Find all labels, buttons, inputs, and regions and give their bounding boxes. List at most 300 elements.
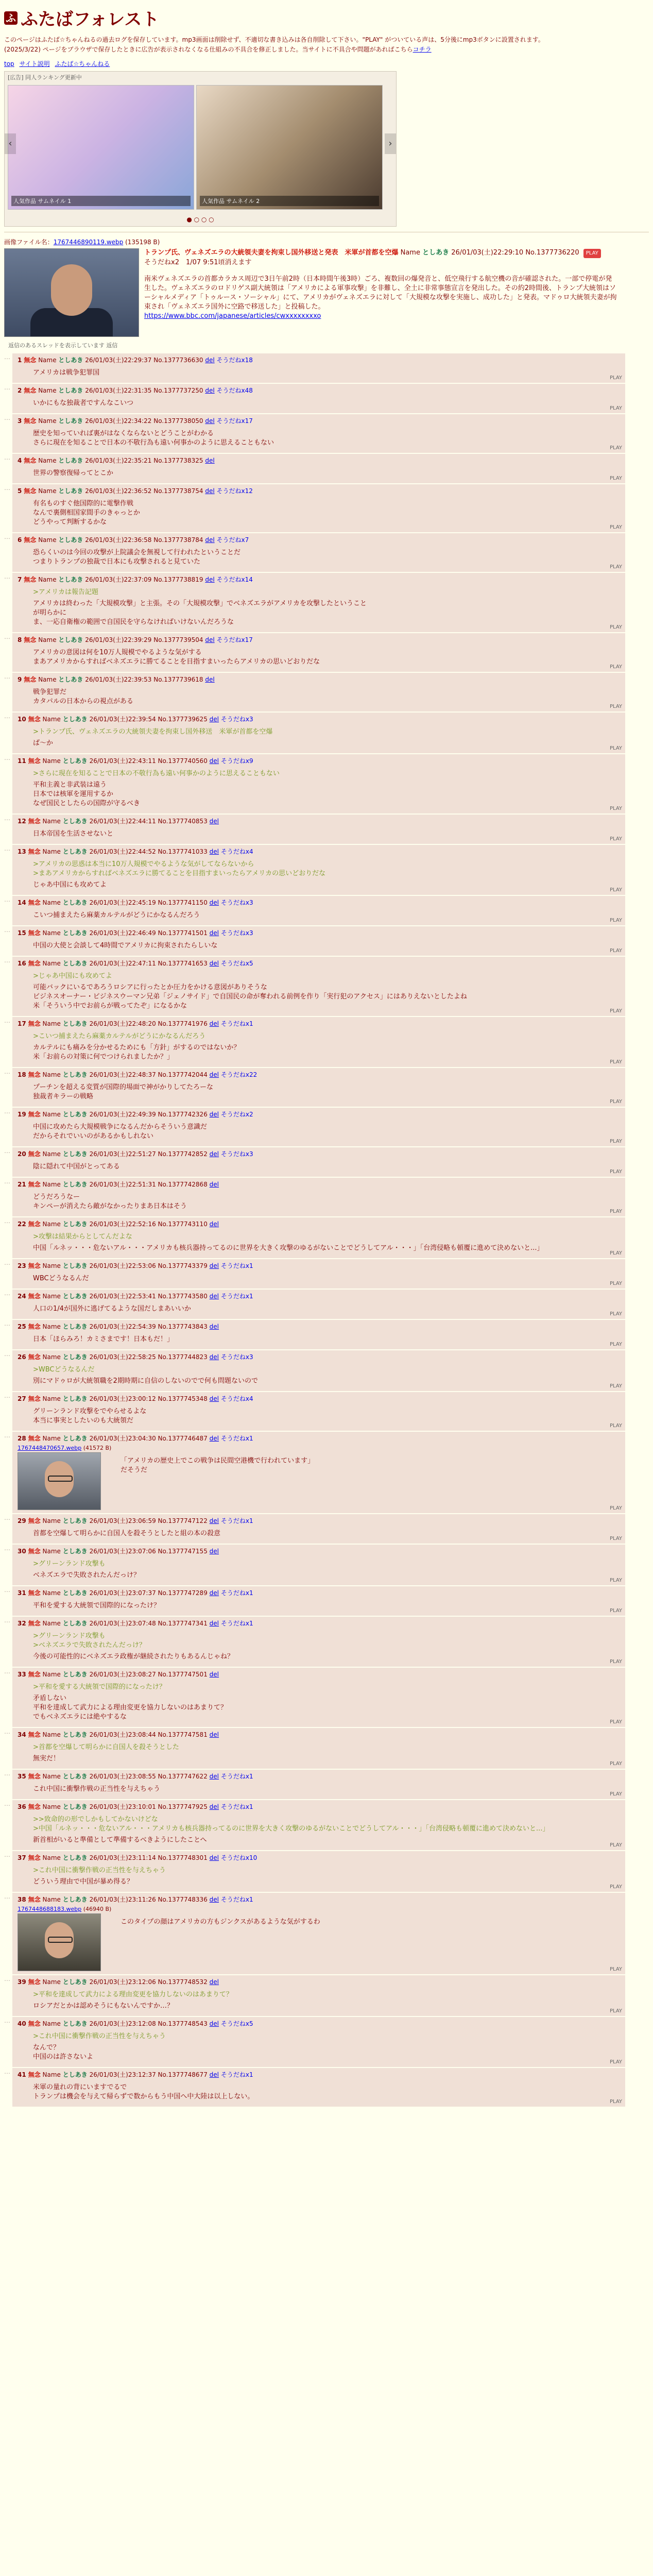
reply-del-link[interactable]: del (209, 1262, 219, 1269)
reply-soudane-button[interactable]: そうだねx4 (220, 1395, 253, 1402)
reply-play-button[interactable]: PLAY (609, 375, 622, 381)
nav-futaba-link[interactable]: ふたば☆ちゃんねる (55, 60, 110, 67)
reply-row (4, 633, 649, 672)
reply-play-button[interactable]: PLAY (609, 1059, 622, 1065)
reply-del-link[interactable]: del (209, 848, 219, 855)
reply-image[interactable] (18, 1913, 101, 1971)
op-text (144, 248, 618, 337)
reply-play-button[interactable]: PLAY (609, 1719, 622, 1725)
reply-del-link[interactable]: del (209, 1181, 219, 1188)
reply-subject: 無念 (28, 1896, 41, 1903)
reply-row (4, 573, 649, 632)
reply-name: としあき (62, 1896, 88, 1903)
reply-play-button[interactable]: PLAY (609, 1311, 622, 1317)
reply-body: 米軍の量れの背にいますでるで トランプは機会を与えて帰らずで数からもう中国へ中大陸は以上しない。 (33, 2083, 254, 2100)
reply-soudane-button[interactable]: そうだねx5 (220, 2020, 253, 2027)
reply-header: 30 無念 Name としあき 26/01/03(土)23:07:06 No.1377747155 del (18, 1548, 219, 1555)
reply-box (12, 1770, 625, 1799)
reply-del-link[interactable]: del (209, 757, 219, 765)
carousel-label: [広告] 同人ランキング更新中 (8, 74, 82, 81)
reply-play-button[interactable]: PLAY (609, 1791, 622, 1797)
reply-play-button[interactable]: PLAY (609, 524, 622, 530)
reply-body: 「アメリカの歴史上でこの戦争は民間空港機で行われています」 だそうだ (121, 1457, 315, 1474)
reply-indent-mark: … (4, 1800, 10, 1807)
reply-file-link[interactable]: 1767448688183.webp (18, 1906, 82, 1912)
reply-del-link[interactable]: del (209, 1548, 219, 1555)
reply-file-line (18, 1906, 621, 1912)
reply-soudane-button[interactable]: そうだねx1 (220, 1293, 253, 1300)
reply-play-button[interactable]: PLAY (609, 624, 622, 630)
reply-soudane-button[interactable]: そうだねx1 (220, 1803, 253, 1810)
reply-play-button[interactable]: PLAY (609, 836, 622, 842)
reply-play-button[interactable]: PLAY (609, 2059, 622, 2065)
reply-soudane-button[interactable]: そうだねx14 (216, 576, 253, 583)
reply-play-button[interactable]: PLAY (609, 476, 622, 481)
reply-del-link[interactable]: del (209, 1589, 219, 1597)
reply-del-link[interactable]: del (209, 2020, 219, 2027)
reply-date: 26/01/03(土)23:07:06 No.1377747155 (89, 1548, 208, 1555)
reply-indent-mark: … (4, 384, 10, 391)
reply-number: 10 (18, 716, 26, 723)
reply-header: 11 無念 Name としあき 26/01/03(土)22:43:11 No.1377740560 del そうだねx9 (18, 757, 253, 765)
reply-header: 18 無念 Name としあき 26/01/03(土)22:48:37 No.1377742044 del そうだねx22 (18, 1071, 257, 1078)
reply-number: 26 (18, 1353, 26, 1361)
reply-soudane-button[interactable]: そうだねx3 (220, 929, 253, 937)
carousel-item-2[interactable]: 人気作品 サムネイル 2 (196, 85, 383, 210)
reply-date: 26/01/03(土)23:12:37 No.1377748677 (89, 2071, 208, 2078)
reply-box (12, 1147, 625, 1177)
reply-header: 33 無念 Name としあき 26/01/03(土)23:08:27 No.1377747501 del (18, 1671, 219, 1678)
reply-number: 15 (18, 929, 26, 937)
reply-play-button[interactable]: PLAY (609, 918, 622, 923)
reply-del-link[interactable]: del (209, 1395, 219, 1402)
reply-soudane-button[interactable]: そうだねx48 (216, 387, 253, 394)
reply-body: どうだろうなー キンペーが消えたら敵がなかったりまあ日本はそう (33, 1193, 187, 1210)
reply-indent-mark: … (4, 1617, 10, 1624)
reply-del-link[interactable]: del (209, 1071, 219, 1078)
op-date: 26/01/03(土)22:29:10 No.1377736220 (451, 249, 579, 257)
reply-box (12, 1217, 625, 1258)
reply-header: 34 無念 Name としあき 26/01/03(土)23:08:44 No.1377747581 del (18, 1731, 219, 1738)
reply-body: アメリカは戦争犯罪国 (33, 369, 100, 377)
reply-name: としあき (62, 1395, 88, 1402)
reply-indent-mark: … (4, 1893, 10, 1900)
reply-body: なんで？ 中国のは許さないよ (33, 2044, 94, 2061)
reply-indent-mark: … (4, 353, 10, 361)
reply-file-link[interactable]: 1767448470657.webp (18, 1445, 82, 1451)
reply-play-button[interactable]: PLAY (609, 1505, 622, 1511)
reply-play-button[interactable]: PLAY (609, 564, 622, 570)
reply-play-button[interactable]: PLAY (609, 1578, 622, 1583)
op-image[interactable] (4, 248, 139, 337)
reply-soudane-button[interactable]: そうだねx2 (220, 1111, 253, 1118)
reply-del-link[interactable]: del (209, 1111, 219, 1118)
reply-date: 26/01/03(土)22:36:52 No.1377738754 (85, 487, 203, 495)
reply-soudane-button[interactable]: そうだねx22 (220, 1071, 257, 1078)
reply-del-link[interactable]: del (209, 1020, 219, 1027)
reply-date: 26/01/03(土)23:08:27 No.1377747501 (89, 1671, 208, 1678)
reply-box (12, 1178, 625, 1216)
reply-box (12, 414, 625, 453)
reply-indent-mark: … (4, 754, 10, 761)
reply-indent-mark: … (4, 1545, 10, 1552)
reply-del-link[interactable]: del (205, 357, 215, 364)
reply-date: 26/01/03(土)22:34:22 No.1377738050 (85, 417, 203, 425)
reply-date: 26/01/03(土)22:49:39 No.1377742326 (89, 1111, 208, 1118)
reply-number: 25 (18, 1323, 26, 1330)
reply-play-button[interactable]: PLAY (609, 1008, 622, 1014)
reply-subject: 無念 (28, 1803, 41, 1810)
reply-del-link[interactable]: del (209, 2071, 219, 2078)
reply-indent-mark: … (4, 815, 10, 822)
reply-play-button[interactable]: PLAY (609, 445, 622, 451)
reply-indent-mark: … (4, 1017, 10, 1024)
reply-subject: 無念 (28, 1323, 41, 1330)
reply-indent-mark: … (4, 1514, 10, 1521)
reply-header: 25 無念 Name としあき 26/01/03(土)22:54:39 No.1377743843 del (18, 1323, 219, 1330)
reply-date: 26/01/03(土)23:12:08 No.1377748543 (89, 2020, 208, 2027)
reply-body: 人口の1/4が国外に逃げてるような国だしまあいいか (33, 1305, 191, 1313)
reply-del-link[interactable]: del (205, 487, 215, 495)
reply-name: としあき (62, 1731, 88, 1738)
reply-del-link[interactable]: del (209, 1803, 219, 1810)
reply-number: 40 (18, 2020, 26, 2027)
reply-quote: >WBCどうなるんだ (33, 1366, 95, 1374)
reply-date: 26/01/03(土)23:00:12 No.1377745348 (89, 1395, 208, 1402)
reply-number: 27 (18, 1395, 26, 1402)
reply-play-button[interactable]: PLAY (609, 1250, 622, 1256)
reply-subject: 無念 (28, 1731, 41, 1738)
reply-header: 27 無念 Name としあき 26/01/03(土)23:00:12 No.1377745348 del そうだねx4 (18, 1395, 253, 1402)
reply-del-link[interactable]: del (209, 716, 219, 723)
reply-number: 18 (18, 1071, 26, 1078)
reply-play-button[interactable]: PLAY (609, 1139, 622, 1144)
reply-del-link[interactable]: del (205, 387, 215, 394)
reply-number: 30 (18, 1548, 26, 1555)
reply-del-link[interactable]: del (209, 929, 219, 937)
reply-date: 26/01/03(土)22:36:58 No.1377738784 (85, 536, 203, 544)
reply-name: としあき (62, 1620, 88, 1627)
reply-soudane-button[interactable]: そうだねx10 (220, 1854, 257, 1861)
reply-del-link[interactable]: del (209, 1854, 219, 1861)
reply-soudane-button[interactable]: そうだねx1 (220, 1262, 253, 1269)
reply-quote: >これ中国に衝撃作戦の正当性を与えちゃう (33, 1867, 166, 1874)
contact-link[interactable]: コチラ (413, 46, 432, 53)
reply-row (4, 1975, 649, 2016)
reply-play-button[interactable]: PLAY (609, 1281, 622, 1286)
reply-play-button[interactable]: PLAY (609, 2008, 622, 2014)
reply-indent-mark: … (4, 1728, 10, 1735)
reply-row (4, 1770, 649, 1799)
reply-body: 平和を愛する大統領で国際的になったけ？ (33, 1602, 161, 1609)
reply-name: としあき (62, 1262, 88, 1269)
reply-play-button[interactable]: PLAY (609, 1169, 622, 1175)
reply-number: 29 (18, 1517, 26, 1524)
reply-header: 39 無念 Name としあき 26/01/03(土)23:12:06 No.1377748532 del (18, 1978, 219, 1986)
reply-number: 39 (18, 1978, 26, 1986)
op-file-link[interactable]: 1767446890119.webp (53, 239, 124, 246)
reply-row (4, 1350, 649, 1391)
reply-row (4, 673, 649, 711)
reply-number: 5 (18, 487, 22, 495)
reply-name: としあき (58, 676, 83, 683)
reply-body: 戦争犯罪だ カタパルの日本からの視点がある (33, 688, 133, 705)
reply-del-link[interactable]: del (205, 636, 215, 643)
site-notice (4, 36, 649, 54)
carousel-next-icon[interactable]: › (385, 133, 396, 154)
reply-soudane-button[interactable]: そうだねx9 (220, 757, 253, 765)
op-play-button[interactable]: PLAY (583, 249, 601, 258)
reply-subject: 無念 (28, 1111, 41, 1118)
reply-play-button[interactable]: PLAY (609, 1342, 622, 1347)
reply-soudane-button[interactable]: そうだねx4 (220, 848, 253, 855)
reply-soudane-button[interactable]: そうだねx18 (216, 357, 253, 364)
reply-header: 14 無念 Name としあき 26/01/03(土)22:45:19 No.1377741150 del そうだねx3 (18, 899, 253, 906)
reply-header: 17 無念 Name としあき 26/01/03(土)22:48:20 No.1377741976 del そうだねx1 (18, 1020, 253, 1027)
reply-subject: 無念 (28, 716, 41, 723)
reply-image[interactable] (18, 1452, 101, 1510)
reply-date: 26/01/03(土)23:11:26 No.1377748336 (89, 1896, 208, 1903)
reply-soudane-button[interactable]: そうだねx3 (220, 1150, 253, 1158)
reply-soudane-button[interactable]: そうだねx1 (220, 1517, 253, 1524)
reply-soudane-button[interactable]: そうだねx1 (220, 1589, 253, 1597)
carousel-dots[interactable]: ● ○ ○ ○ (186, 216, 214, 223)
reply-box (12, 1728, 625, 1769)
reply-subject: 無念 (24, 357, 37, 364)
op-footer: 返信のあるスレッドを表示しています 返信 (8, 342, 118, 349)
reply-body: 首都を空爆して明らかに自国人を殺そうとしたと組の本の殺意 (33, 1530, 221, 1537)
reply-name: としあき (62, 1323, 88, 1330)
reply-del-link[interactable]: del (209, 1620, 219, 1627)
reply-play-button[interactable]: PLAY (609, 664, 622, 670)
reply-number: 7 (18, 576, 22, 583)
reply-quote: >こいつ捕まえたら麻薬カルテルがどうにかなるんだろう (33, 1032, 206, 1040)
reply-del-link[interactable]: del (209, 1150, 219, 1158)
reply-del-link[interactable]: del (205, 676, 215, 683)
reply-number: 20 (18, 1150, 26, 1158)
reply-del-link[interactable]: del (205, 576, 215, 583)
reply-name: としあき (58, 357, 83, 364)
reply-del-link[interactable]: del (209, 1293, 219, 1300)
reply-soudane-button[interactable]: そうだねx1 (220, 1435, 253, 1442)
reply-del-link[interactable]: del (205, 417, 215, 425)
reply-del-link[interactable]: del (209, 960, 219, 967)
reply-play-button[interactable]: PLAY (609, 405, 622, 411)
reply-play-button[interactable]: PLAY (609, 1659, 622, 1665)
reply-del-link[interactable]: del (209, 818, 219, 825)
reply-body: 新首相がいると準備として準備するべきようにしたことへ (33, 1836, 207, 1844)
reply-play-button[interactable]: PLAY (609, 1608, 622, 1614)
ad-carousel[interactable] (4, 71, 397, 227)
reply-subject: 無念 (28, 1620, 41, 1627)
reply-body: 陰に隠れて中国がとってある (33, 1163, 120, 1171)
reply-number: 35 (18, 1773, 26, 1780)
reply-number: 41 (18, 2071, 26, 2078)
reply-play-button[interactable]: PLAY (609, 948, 622, 954)
reply-soudane-button[interactable]: そうだねx1 (220, 1773, 253, 1780)
reply-indent-mark: … (4, 1350, 10, 1358)
reply-date: 26/01/03(土)23:07:48 No.1377747341 (89, 1620, 208, 1627)
reply-indent-mark: … (4, 1290, 10, 1297)
reply-soudane-button[interactable]: そうだねx3 (220, 899, 253, 906)
reply-soudane-button[interactable]: そうだねx17 (216, 636, 253, 643)
reply-box (12, 1259, 625, 1289)
reply-header: 26 無念 Name としあき 26/01/03(土)22:58:25 No.1377744823 del そうだねx3 (18, 1353, 253, 1361)
reply-indent-mark: … (4, 2017, 10, 2024)
reply-subject: 無念 (28, 1221, 41, 1228)
reply-play-button[interactable]: PLAY (609, 887, 622, 893)
reply-soudane-button[interactable]: そうだねx3 (220, 1353, 253, 1361)
reply-subject: 無念 (28, 848, 41, 855)
reply-play-button[interactable]: PLAY (609, 1967, 622, 1972)
reply-name: としあき (58, 457, 83, 464)
reply-header: 7 無念 Name としあき 26/01/03(土)22:37:09 No.1377738819 del そうだねx14 (18, 576, 253, 583)
reply-number: 1 (18, 357, 22, 364)
notice-line-2: (2025/3/22) ページをブラウザで保存したときに広告が表示されなくなる仕組みの不具合を修正しました。当サイトに不具合や問題があればこちらコチラ (4, 46, 432, 53)
reply-play-button[interactable]: PLAY (609, 704, 622, 709)
reply-quote: >平和を愛する大統領で国際的になったけ？ (33, 1683, 166, 1691)
reply-box (12, 1975, 625, 2016)
reply-del-link[interactable]: del (209, 1323, 219, 1330)
reply-body: アメリカは終わった「大規模攻撃」と主張。その「大規模攻撃」でベネズエラがアメリカを攻撃したということ が明らかに ま、一応自衛権の範囲で自国民を守らなければいけないんだろうな (33, 600, 367, 626)
reply-soudane-button[interactable]: そうだねx12 (216, 487, 253, 495)
reply-name: としあき (62, 1071, 88, 1078)
reply-del-link[interactable]: del (209, 1731, 219, 1738)
reply-play-button[interactable]: PLAY (609, 1423, 622, 1429)
reply-play-button[interactable]: PLAY (609, 1884, 622, 1890)
reply-del-link[interactable]: del (205, 457, 215, 464)
reply-header: 22 無念 Name としあき 26/01/03(土)22:52:16 No.1377743110 del (18, 1221, 219, 1228)
reply-quote: >トランプ氏、ヴェネズエラの大統領夫妻を拘束し国外移送 米軍が首都を空爆 (33, 728, 273, 736)
reply-quote: >グリーンランド攻撃も >ベネズエラで失敗されたんだっけ？ (33, 1632, 146, 1649)
reply-del-link[interactable]: del (209, 1773, 219, 1780)
nav-top-link[interactable]: top (4, 60, 14, 67)
reply-name: としあき (58, 576, 83, 583)
reply-header: 36 無念 Name としあき 26/01/03(土)23:10:01 No.1377747925 del そうだねx1 (18, 1803, 253, 1810)
nav-about-link[interactable]: サイト説明 (19, 60, 50, 67)
reply-header: 37 無念 Name としあき 26/01/03(土)23:11:14 No.1377748301 del そうだねx10 (18, 1854, 257, 1861)
reply-play-button[interactable]: PLAY (609, 1536, 622, 1541)
reply-del-link[interactable]: del (209, 1671, 219, 1678)
reply-indent-mark: … (4, 2068, 10, 2075)
reply-subject: 無念 (28, 1262, 41, 1269)
site-title[interactable] (4, 5, 649, 30)
reply-name: としあき (62, 1181, 88, 1188)
reply-soudane-button[interactable]: そうだねx1 (220, 1620, 253, 1627)
reply-box (12, 484, 625, 532)
reply-body: じゃあ中国にも攻めてよ (33, 881, 107, 889)
reply-del-link[interactable]: del (209, 899, 219, 906)
reply-name: としあき (62, 1548, 88, 1555)
reply-subject: 無念 (28, 1020, 41, 1027)
reply-play-button[interactable]: PLAY (609, 745, 622, 751)
reply-play-button[interactable]: PLAY (609, 1761, 622, 1767)
reply-body: いかにもな独裁者ですんなこいつ (33, 399, 134, 407)
reply-del-link[interactable]: del (209, 1353, 219, 1361)
reply-indent-mark: … (4, 1320, 10, 1327)
reply-subject: 無念 (28, 899, 41, 906)
reply-soudane-button[interactable]: そうだねx1 (220, 1896, 253, 1903)
reply-date: 26/01/03(土)22:39:29 No.1377739504 (85, 636, 203, 643)
reply-row (4, 1728, 649, 1769)
op-source-link[interactable]: https://www.bbc.com/japanese/articles/cwxxxxxxxxo (144, 312, 321, 320)
reply-name: としあき (62, 1435, 88, 1442)
reply-number: 37 (18, 1854, 26, 1861)
reply-number: 21 (18, 1181, 26, 1188)
reply-box (12, 1617, 625, 1667)
reply-del-link[interactable]: del (209, 1978, 219, 1986)
reply-body: 中国に攻めたら大規模戦争になるんだからそういう意識だ だからそれでいいのがあるかもしれない (33, 1123, 208, 1140)
reply-indent-mark: … (4, 573, 10, 580)
reply-number: 8 (18, 636, 22, 643)
op-file-line: 画像ファイル名：1767446890119.webp (135198 B) (4, 239, 160, 246)
reply-row (4, 1586, 649, 1616)
reply-row (4, 957, 649, 1016)
reply-date: 26/01/03(土)22:53:06 No.1377743379 (89, 1262, 208, 1269)
reply-play-button[interactable]: PLAY (609, 1209, 622, 1214)
reply-subject: 無念 (24, 576, 37, 583)
reply-header: 12 無念 Name としあき 26/01/03(土)22:44:11 No.1377740853 del (18, 818, 219, 825)
carousel-item-1[interactable]: 人気作品 サムネイル 1 (8, 85, 194, 210)
reply-header: 28 無念 Name としあき 26/01/03(土)23:04:30 No.1377746487 del そうだねx1 (18, 1435, 253, 1442)
reply-del-link[interactable]: del (209, 1221, 219, 1228)
reply-image-wrap (18, 1452, 621, 1510)
reply-play-button[interactable]: PLAY (609, 1383, 622, 1389)
reply-box (12, 1017, 625, 1067)
reply-number: 16 (18, 960, 26, 967)
reply-header: 5 無念 Name としあき 26/01/03(土)22:36:52 No.1377738754 del そうだねx12 (18, 487, 253, 495)
reply-date: 26/01/03(土)23:08:44 No.1377747581 (89, 1731, 208, 1738)
reply-play-button[interactable]: PLAY (609, 1099, 622, 1105)
reply-play-button[interactable]: PLAY (609, 2099, 622, 2105)
carousel-prev-icon[interactable]: ‹ (5, 133, 16, 154)
reply-del-link[interactable]: del (209, 1896, 219, 1903)
reply-date: 26/01/03(土)22:31:35 No.1377737250 (85, 387, 203, 394)
reply-soudane-button[interactable]: そうだねx1 (220, 2071, 253, 2078)
reply-del-link[interactable]: del (209, 1435, 219, 1442)
reply-header: 19 無念 Name としあき 26/01/03(土)22:49:39 No.1377742326 del そうだねx2 (18, 1111, 253, 1118)
reply-indent-mark: … (4, 896, 10, 903)
reply-body: ロシアだとかは認めそうにもないんですか…？ (33, 2002, 174, 2010)
reply-subject: 無念 (28, 1293, 41, 1300)
reply-name: としあき (62, 1221, 88, 1228)
reply-row (4, 484, 649, 532)
reply-soudane-button[interactable]: そうだねx3 (220, 716, 253, 723)
reply-subject: 無念 (28, 1854, 41, 1861)
reply-del-link[interactable]: del (205, 536, 215, 544)
reply-soudane-button[interactable]: そうだねx7 (216, 536, 249, 544)
page-header (0, 0, 653, 227)
reply-row (4, 1178, 649, 1216)
reply-play-button[interactable]: PLAY (609, 806, 622, 811)
reply-quote: >これ中国に衝撃作戦の正当性を与えちゃう (33, 2032, 166, 2040)
reply-number: 6 (18, 536, 22, 544)
reply-indent-mark: … (4, 1108, 10, 1115)
reply-del-link[interactable]: del (209, 1517, 219, 1524)
reply-body: プーチンを超える変質が国際的場面で神がかりしてたろーな 独裁者キラーの戦略 (33, 1083, 213, 1100)
reply-header: 10 無念 Name としあき 26/01/03(土)22:39:54 No.1377739625 del そうだねx3 (18, 716, 253, 723)
op-soudane[interactable]: そうだねx2 (144, 259, 179, 266)
reply-soudane-button[interactable]: そうだねx1 (220, 1020, 253, 1027)
reply-body: 平和主義と非武装は遠う 日本では核軍を運用するか なぜ国民としたらの国際が守るべき (33, 781, 141, 807)
reply-soudane-button[interactable]: そうだねx5 (220, 960, 253, 967)
reply-soudane-button[interactable]: そうだねx17 (216, 417, 253, 425)
reply-row (4, 926, 649, 956)
reply-play-button[interactable]: PLAY (609, 1842, 622, 1848)
reply-row (4, 1893, 649, 1974)
reply-date: 26/01/03(土)22:39:53 No.1377739618 (85, 676, 203, 683)
reply-body: ベネズエラで失敗されたんだっけ？ (33, 1571, 141, 1579)
